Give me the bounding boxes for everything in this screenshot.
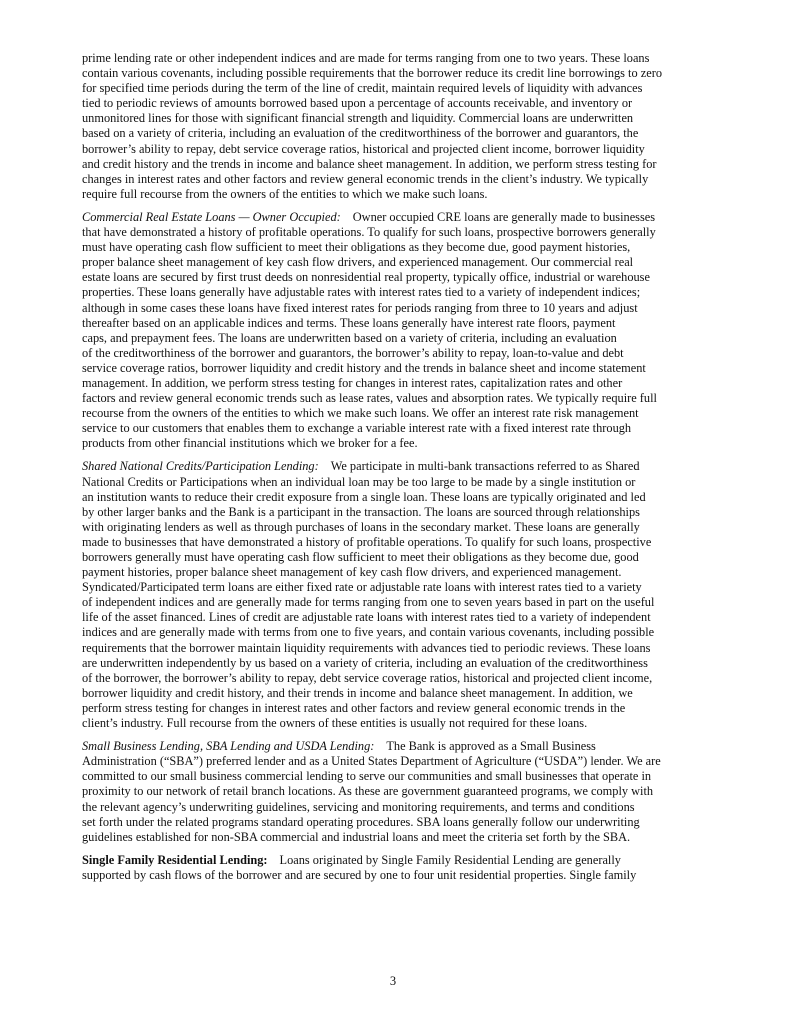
text-line: proper balance sheet management of key cash flow drivers, and experienced management. Our commercial real: [82, 255, 634, 270]
text-line: recourse from the owners of the entities to which we make such loans. We offer an interest rate risk management: [82, 406, 639, 421]
text-line: although in some cases these loans have fixed interest rates for periods ranging from three to 10 years and adjust: [82, 300, 638, 315]
text-line: Syndicated/Participated term loans are either fixed rate or adjustable rate loans with interest rates tied to a variety: [82, 580, 642, 595]
text-line: committed to our small business commercial lending to serve our communities and small businesses that operate in: [82, 769, 652, 784]
first-line: [82, 459, 707, 474]
sba-heading: Small Business Lending, SBA Lending and USDA Lending:: [82, 739, 375, 754]
text-line: client’s industry. Full recourse from the owners of these entities is usually not required for these loans.: [82, 716, 588, 731]
first-line: [82, 853, 707, 868]
text-line: with originating lenders as well as through purchases of loans in the secondary market. These loans are generally: [82, 519, 640, 534]
snc-heading: Shared National Credits/Participation Lending:: [82, 459, 319, 474]
text-line: for specified time periods during the term of the line of credit, maintain required levels of liquidity with advances: [82, 81, 643, 96]
text-line: an institution wants to reduce their credit exposure from a single loan. These loans are typically originated and led: [82, 489, 646, 504]
text-line: The Bank is approved as a Small Business: [386, 739, 596, 754]
text-line: of the creditworthiness of the borrower and guarantors, the borrower’s ability to repay, loan-to-value and debt: [82, 345, 624, 360]
text-line: tied to periodic reviews of amounts borrowed based upon a percentage of accounts receivable, and inventory or: [82, 96, 633, 111]
text-line: properties. These loans generally have adjustable rates with interest rates tied to a variety of independent indices;: [82, 285, 641, 300]
text-line: requirements that the borrower maintain liquidity requirements with advances tied to periodic reviews. These loans: [82, 640, 651, 655]
cre-heading: Commercial Real Estate Loans — Owner Occupied:: [82, 209, 341, 224]
text-line: require full recourse from the owners of the entities to which we make such loans.: [82, 186, 488, 201]
text-line: proximity to our network of retail branch locations. As these are government guaranteed programs, we comply with: [82, 784, 654, 799]
text-line: of the borrower, the borrower’s ability to repay, debt service coverage ratios, historical and projected client income,: [82, 670, 653, 685]
text-line: supported by cash flows of the borrower and are secured by one to four unit residential properties. Single family: [82, 867, 637, 882]
text-line: by other larger banks and the Bank is a participant in the transaction. The loans are sourced through relationships: [82, 504, 640, 519]
text-line: factors and review general economic trends such as lease rates, values and absorption rates. We typically require full: [82, 391, 657, 406]
text-line: life of the asset financed. Lines of credit are adjustable rate loans with interest rates tied to a variety of independent: [82, 610, 651, 625]
sfr-paragraph: [82, 853, 707, 883]
text-line: and credit history and the trends in income and balance sheet management. In addition, we perform stress testing for: [82, 156, 657, 171]
text-line: that have demonstrated a history of profitable operations. To qualify for such loans, prospective borrowers generally: [82, 225, 656, 240]
page-number: 3: [389, 974, 397, 988]
text-line: made to businesses that have demonstrated a history of profitable operations. To qualify for such loans, prospective: [82, 534, 652, 549]
text-line: service coverage ratios, borrower liquidity and credit history and the trends in balance sheet and income statement: [82, 360, 646, 375]
text-line: borrower’s ability to repay, debt service coverage ratios, historical and projected client income, borrower liquidity: [82, 141, 645, 156]
text-line: the relevant agency’s underwriting guidelines, servicing and monitoring requirements, and terms and conditions: [82, 799, 635, 814]
text-line: Loans originated by Single Family Residential Lending are generally: [279, 852, 621, 867]
text-line: Administration (“SBA”) preferred lender and as a United States Department of Agriculture (“USDA”) lender. We are: [82, 754, 661, 769]
text-line: We participate in multi-bank transactions referred to as Shared: [330, 459, 640, 474]
text-line: borrowers generally must have operating cash flow sufficient to meet their obligations as they become due, good: [82, 550, 639, 564]
first-line: [82, 210, 707, 225]
text-line: of independent indices and are generally made for terms ranging from one to seven years based in part on the useful: [82, 595, 655, 610]
text-line: contain various covenants, including possible requirements that the borrower reduce its credit line borrowings to zero: [82, 66, 662, 81]
text-line: service to our customers that enables them to exchange a variable interest rate with a fixed interest rate through: [82, 421, 632, 436]
text-line: borrower liquidity and credit history, and their trends in income and balance sheet management. In addition, we: [82, 685, 633, 700]
text-line: set forth under the related programs standard operating procedures. SBA loans generally follow our underwriting: [82, 814, 640, 829]
text-line: prime lending rate or other independent indices and are made for terms ranging from one to two years. These loans: [82, 51, 650, 65]
continuation-paragraph: [82, 51, 707, 202]
document-body: [82, 51, 707, 891]
text-line: National Credits or Participations when an individual loan may be too large to be made by a single institution or: [82, 474, 636, 489]
text-line: Owner occupied CRE loans are generally made to businesses: [352, 209, 656, 224]
text-line: perform stress testing for changes in interest rates and other factors and review general economic trends in the: [82, 700, 626, 715]
text-line: management. In addition, we perform stress testing for changes in interest rates, capitalization rates and other: [82, 375, 623, 390]
text-line: are underwritten independently by us based on a variety of criteria, including an evaluation of the creditworthiness: [82, 655, 648, 670]
text-line: guidelines established for non-SBA commercial and industrial loans and meet the criteria set forth by the SBA.: [82, 829, 631, 844]
text-line: caps, and prepayment fees. The loans are underwritten based on a variety of criteria, including an evaluation: [82, 330, 617, 345]
text-line: estate loans are secured by first trust deeds on nonresidential real property, typically office, industrial or warehouse: [82, 270, 650, 285]
text-line: indices and are generally made with terms from one to five years, and contain various covenants, including possible: [82, 625, 655, 640]
text-line: must have operating cash flow sufficient to meet their obligations as they become due, good payment histories,: [82, 240, 631, 255]
text-line: changes in interest rates and other factors and review general economic trends in the client’s industry. We typically: [82, 171, 649, 186]
first-line: [82, 739, 707, 754]
sfr-heading: Single Family Residential Lending:: [82, 852, 268, 867]
snc-paragraph: [82, 459, 707, 731]
text-line: payment histories, proper balance sheet management of key cash flow drivers, and experienced management.: [82, 565, 622, 580]
text-line: thereafter based on an applicable indices and terms. These loans generally have interest rate floors, payment: [82, 315, 616, 330]
sba-paragraph: [82, 739, 707, 845]
text-line: products from other financial institutions which we broker for a fee.: [82, 436, 418, 451]
cre-paragraph: [82, 210, 707, 452]
text-line: unmonitored lines for those with significant financial strength and liquidity. Commercial loans are underwritten: [82, 111, 634, 126]
text-line: based on a variety of criteria, including an evaluation of the creditworthiness of the borrower and guarantors, the: [82, 126, 639, 141]
